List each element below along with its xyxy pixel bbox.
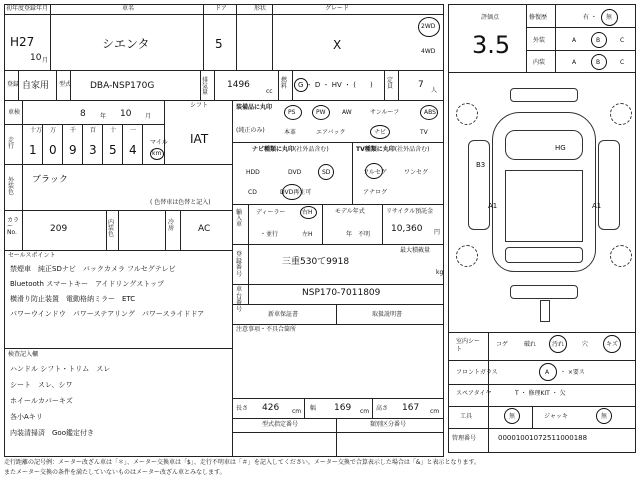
mileage-digit: 0 [49,143,57,157]
overall-score: 3.5 [472,31,511,59]
use-label: 登録 [7,81,20,88]
mileage-place-label: 万 [50,127,57,134]
car-name-label: 車名 [122,5,135,12]
mileage-divider [142,124,143,164]
control-no-value: 00001001072511000188 [498,434,588,442]
displacement-value: 1496 [227,80,250,90]
color-value: ブラック [32,175,68,185]
footer-line-2: またメーター交換の条件を満たしていないものはメーター改ざん車とみなします。 [4,469,226,476]
tv-note: (社外品含む) [394,146,430,153]
grade-label: グレード [325,5,350,12]
mileage-unit-label: マイル [150,139,168,146]
right-h: 右H [302,209,313,216]
interior-seat-label: 室内シート [456,338,481,353]
first-reg-month-unit: 月 [42,57,49,64]
nav-title-text: ナビ種類に丸印 [252,146,295,153]
tv-item: フルセグ [363,169,387,176]
model-code: DBA-NSP170G [90,81,155,91]
shift-value: IAT [190,132,209,146]
mileage-digit: 1 [29,143,37,157]
capacity-value: 7 [418,80,424,90]
inspection-month-unit: 月 [145,113,152,120]
sales-point-line: 禁煙車 純正SDナビ バックカメラ フルセグテレビ [10,265,176,273]
inspection-year-unit: 年 [100,113,107,120]
front-glass-rest: ・ ×要ス [560,369,585,376]
exterior-grade: C [620,37,625,44]
max-load-label: 最大積載量 [400,247,431,254]
model-year-label: モデル年式 [335,208,365,215]
class-label: 類別区分番号 [370,421,407,428]
mileage-place-label: 十 [110,127,117,134]
front-glass-selected: A [545,369,550,376]
mileage-digit: 4 [129,143,137,157]
equipment-item: TV [420,129,428,136]
nav-item: CD [248,189,257,196]
length-label: 長さ [236,405,249,412]
tv-title [356,147,429,153]
mileage-divider [82,124,83,164]
chassis-label: 車台番号 [236,286,243,313]
inspector-note-line: ハンドル シフト・トリム スレ [10,365,111,373]
displacement-unit: cc [266,88,273,95]
interior-grade: A [572,59,577,66]
color-no-label: カラーNo. [7,217,20,236]
mileage-digit: 5 [109,143,117,157]
capacity-unit: 人 [431,87,438,94]
footer-line-1: 走行距離の記号例：メーター改ざん車は「＊」、メーター交換車は「$」、走行不明車は「＃」を記入してください。メーター交換で合算表示した場合は「&」と表示となります。 [4,459,481,466]
interior-grade: C [620,59,625,66]
damage-a1-left: A1 [488,202,498,210]
mileage-divider [122,124,123,164]
recycle-label: リサイクル預託金 [386,208,434,215]
tv-item: アナログ [363,189,388,196]
color-label: 外装色 [8,177,15,196]
recycle-unit: 円 [434,229,441,236]
equipment-item: ABS [424,109,436,116]
length-value: 426 [262,403,280,413]
max-load-unit: kg [436,269,444,276]
tv-title-text: TV種類に丸印 [356,146,395,153]
color-note: ( 色替車は色替と記入) [150,199,211,206]
recycle-amount: 10,360 [391,224,423,234]
inspector-note-line: ホイールカバーキズ [10,397,73,405]
interior-grade: B [596,59,601,66]
equipment-item: サンルーフ [370,109,400,116]
mileage-divider [62,124,63,164]
shift-label: シフト [190,102,209,109]
seat-option: コゲ [496,341,509,348]
sales-points-label: セールスポイント [8,252,56,259]
width-value: 169 [334,403,352,413]
inspector-notes-label: 検査記入欄 [8,351,39,358]
spare-tire-options: T ・ 修理KIT ・ 欠 [515,390,566,397]
control-no-label: 管理番号 [452,435,477,442]
nav-item: HDD [246,169,260,176]
exterior-grade: B [596,37,601,44]
nav-note: (社外品含む) [294,146,329,153]
tv-item: ワンセグ [404,169,429,176]
capacity-label: 定員 [387,77,394,90]
equipment-item: 本革 [284,129,297,136]
score-label: 評価点 [481,14,500,21]
exterior-grade: A [572,37,577,44]
type-designation-label: 型式指定番号 [262,421,299,428]
first-reg-label: 初年度登録年月 [6,5,49,12]
ac-label: 冷房 [168,219,175,232]
shape-label: 形状 [254,5,267,12]
repair-selected: 無 [606,14,613,21]
equipment-item: PS [288,109,296,116]
dealer-label: ディーラー [256,209,286,216]
fuel-options: G ・ D ・ HV ・ ( ) [298,81,373,89]
damage-a1-right: A1 [592,202,602,210]
left-h: 左H [302,231,313,238]
mileage-digit: 9 [69,143,77,157]
notes-label: 注意事項・不具合箇所 [236,326,297,333]
first-reg-year: H27 [10,35,35,49]
mileage-label: 走行 [8,137,15,150]
mileage-divider [102,124,103,164]
inspection-year: 8 [80,109,86,119]
spare-tire-label: スペアタイヤ [456,390,492,397]
model-year-value: 年 不明 [346,231,371,238]
fuel-label: 燃料 [281,77,288,90]
seat-option: キズ [606,341,618,348]
front-glass-label: フロントガラス [456,369,498,376]
repair-options: 有 ・ [583,14,597,21]
interior-label: 内装 [533,59,546,66]
jack-label: ジャッキ [544,413,568,420]
tools-label: 工具 [460,413,473,420]
door-label: ドア [215,5,227,12]
nav-item: DVD再生可 [280,189,312,196]
sales-point-line: 横滑り防止装置 電動格納ミラー ETC [10,295,136,303]
seat-option: 破れ [524,341,537,348]
mileage-place-label: 一 [130,127,137,134]
equipment-item: ナビ [374,129,387,136]
inspection-label: 車検 [8,109,21,116]
equipment-title: 装備品に丸印 [236,104,273,111]
jack-value: 無 [601,413,608,420]
inspection-month: 10 [120,109,132,119]
repair-label: 修復歴 [529,14,548,21]
nav-title [252,147,329,153]
mileage-unit: km [152,150,162,157]
tools-value: 無 [509,413,516,420]
drive-2wd: 2WD [421,23,436,30]
mileage-place-label: 十万 [30,127,43,134]
damage-b3: B3 [476,161,486,169]
inspector-note-line: 各小Aキリ [10,413,43,421]
manual: 取扱説明書 [372,311,403,318]
car-name-value: シエンタ [102,37,150,51]
seat-option: 穴 [582,341,589,348]
sales-point-line: Bluetooth スマートキー アイドリングストップ [10,280,165,288]
doors-value: 5 [215,37,223,51]
mileage-digit: 3 [89,143,97,157]
damage-hg: HG [555,144,566,152]
grade-value: X [333,38,342,52]
drive-4wd: 4WD [421,48,436,55]
length-unit: cm [292,408,302,415]
equipment-subtitle: (純正のみ) [236,127,265,134]
inspector-note-line: 内装清掃済 Goo鑑定付き [10,429,94,437]
inspector-note-line: シート スレ、シワ [10,381,73,389]
ac-value: AC [198,224,211,234]
width-label: 幅 [310,405,317,412]
plate-value: 三重530て9918 [282,257,350,267]
equipment-item: PW [316,109,326,116]
sales-point-line: パワーウインドウ パワーステアリング パワースライドドア [10,310,205,318]
type-label: 型式 [59,81,72,88]
nav-item: DVD [288,169,302,176]
height-value: 167 [402,403,420,413]
displacement-label: 排気量 [202,77,209,96]
mileage-place-label: 千 [70,127,77,134]
interior-color-label: 内装色 [108,219,115,238]
new-warranty: 新車保証書 [268,311,299,318]
plate-label: 登録番号 [236,251,243,278]
width-unit: cm [360,408,370,415]
exterior-label: 外装 [533,37,546,44]
nav-item: SD [322,169,331,176]
import-label: 輸入車 [236,209,243,228]
use-value: 自家用 [22,81,50,91]
first-reg-month: 10 [30,53,42,63]
height-unit: cm [430,408,440,415]
equipment-item: エアバック [316,129,346,136]
seat-option: 汚れ [552,341,565,348]
chassis-value: NSP170-7011809 [302,288,381,298]
mileage-place-label: 百 [90,127,97,134]
color-no-value: 209 [50,224,68,234]
mileage-divider [42,124,43,164]
equipment-item: AW [342,109,352,116]
parallel-label: ・並行 [260,231,279,238]
height-label: 高さ [376,405,389,412]
